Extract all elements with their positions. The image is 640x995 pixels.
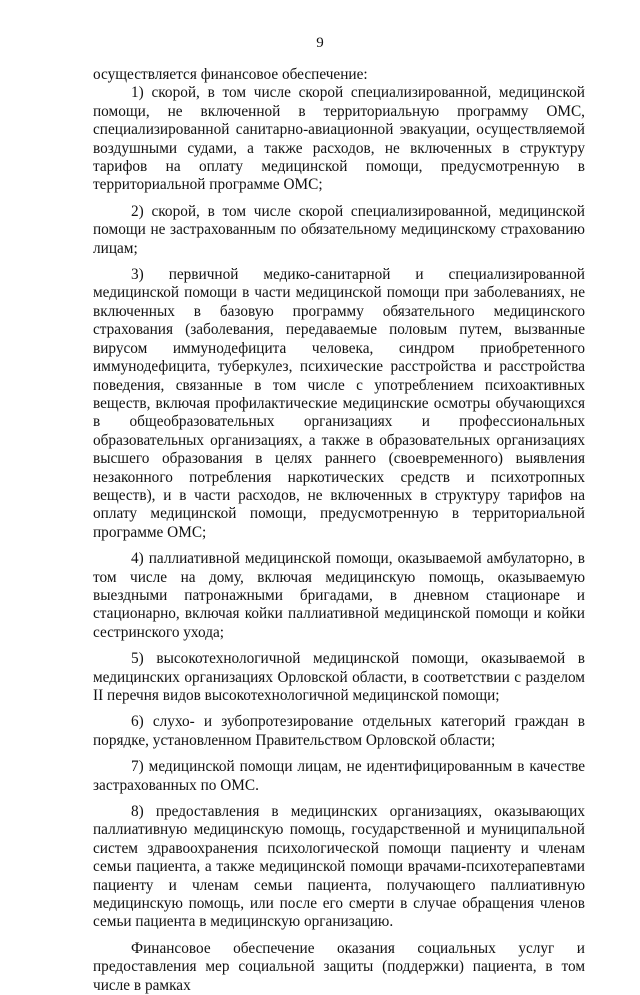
list-item-2: 2) скорой, в том числе скорой специализированной, медицинской помощи не застрахованным по обязательному медицинскому страхованию лицам;	[93, 202, 585, 257]
list-item-7: 7) медицинской помощи лицам, не идентифицированным в качестве застрахованных по ОМС.	[93, 758, 585, 794]
intro-line: осуществляется финансовое обеспечение:	[93, 66, 368, 83]
list-item-6: 6) слухо- и зубопротезирование отдельных категорий граждан в порядке, установленном Правительством Орловской области;	[93, 713, 585, 749]
list-item-4: 4) паллиативной медицинской помощи, оказываемой амбулаторно, в том числе на дому, включая медицинскую помощь, оказываемую выездными патронажными бригадами, в дневном стационаре и стационарно, включая койки паллиативной медицинской помощи и койки сестринского ухода;	[93, 550, 585, 641]
list-item-3: 3) первичной медико-санитарной и специализированной медицинской помощи в части медицинской помощи при заболеваниях, не включенных в базовую программу обязательного медицинского страхования (заболевания, передаваемые половым путем, вызванные вирусом иммунодефицита человека, синдром приобретенного иммунодефицита, туберкулез, психические расстройства и расстройства поведения, связанные в том числе с употреблением психоактивных веществ, включая профилактические медицинские осмотры обучающихся в общеобразовательных организациях и профессиональных образовательных организациях, а также в образовательных организациях высшего образования в целях раннего (своевременного) выявления незаконного потребления наркотических средств и психотропных веществ), и в части расходов, не включенных в структуру тарифов на оплату медицинской помощи, предусмотренную в территориальной программе ОМС;	[93, 266, 585, 541]
document-body	[93, 66, 585, 995]
list-item-8: 8) предоставления в медицинских организациях, оказывающих паллиативную медицинскую помощь, государственной и муниципальной систем здравоохранения психологической помощи пациенту и членам семьи пациента, а также медицинской помощи врачами-психотерапевтами пациенту и членам семьи пациента, получающего паллиативную медицинскую помощь, или после его смерти в случае обращения членов семьи пациента в медицинскую организацию.	[93, 803, 585, 931]
list-item-5: 5) высокотехнологичной медицинской помощи, оказываемой в медицинских организациях Орловской области, в соответствии с разделом II перечня видов высокотехнологичной медицинской помощи;	[93, 650, 585, 704]
list-item-1: 1) скорой, в том числе скорой специализированной, медицинской помощи, не включенной в территориальную программу ОМС, специализированной санитарно-авиационной эвакуации, осуществляемой воздушными судами, а также расходов, не включенных в структуру тарифов на оплату медицинской помощи, предусмотренную в территориальной программе ОМС;	[93, 84, 585, 194]
closing-paragraph: Финансовое обеспечение оказания социальных услуг и предоставления мер социальной защиты (поддержки) пациента, в том числе в рамках	[93, 939, 585, 994]
page-number: 9	[316, 35, 324, 51]
